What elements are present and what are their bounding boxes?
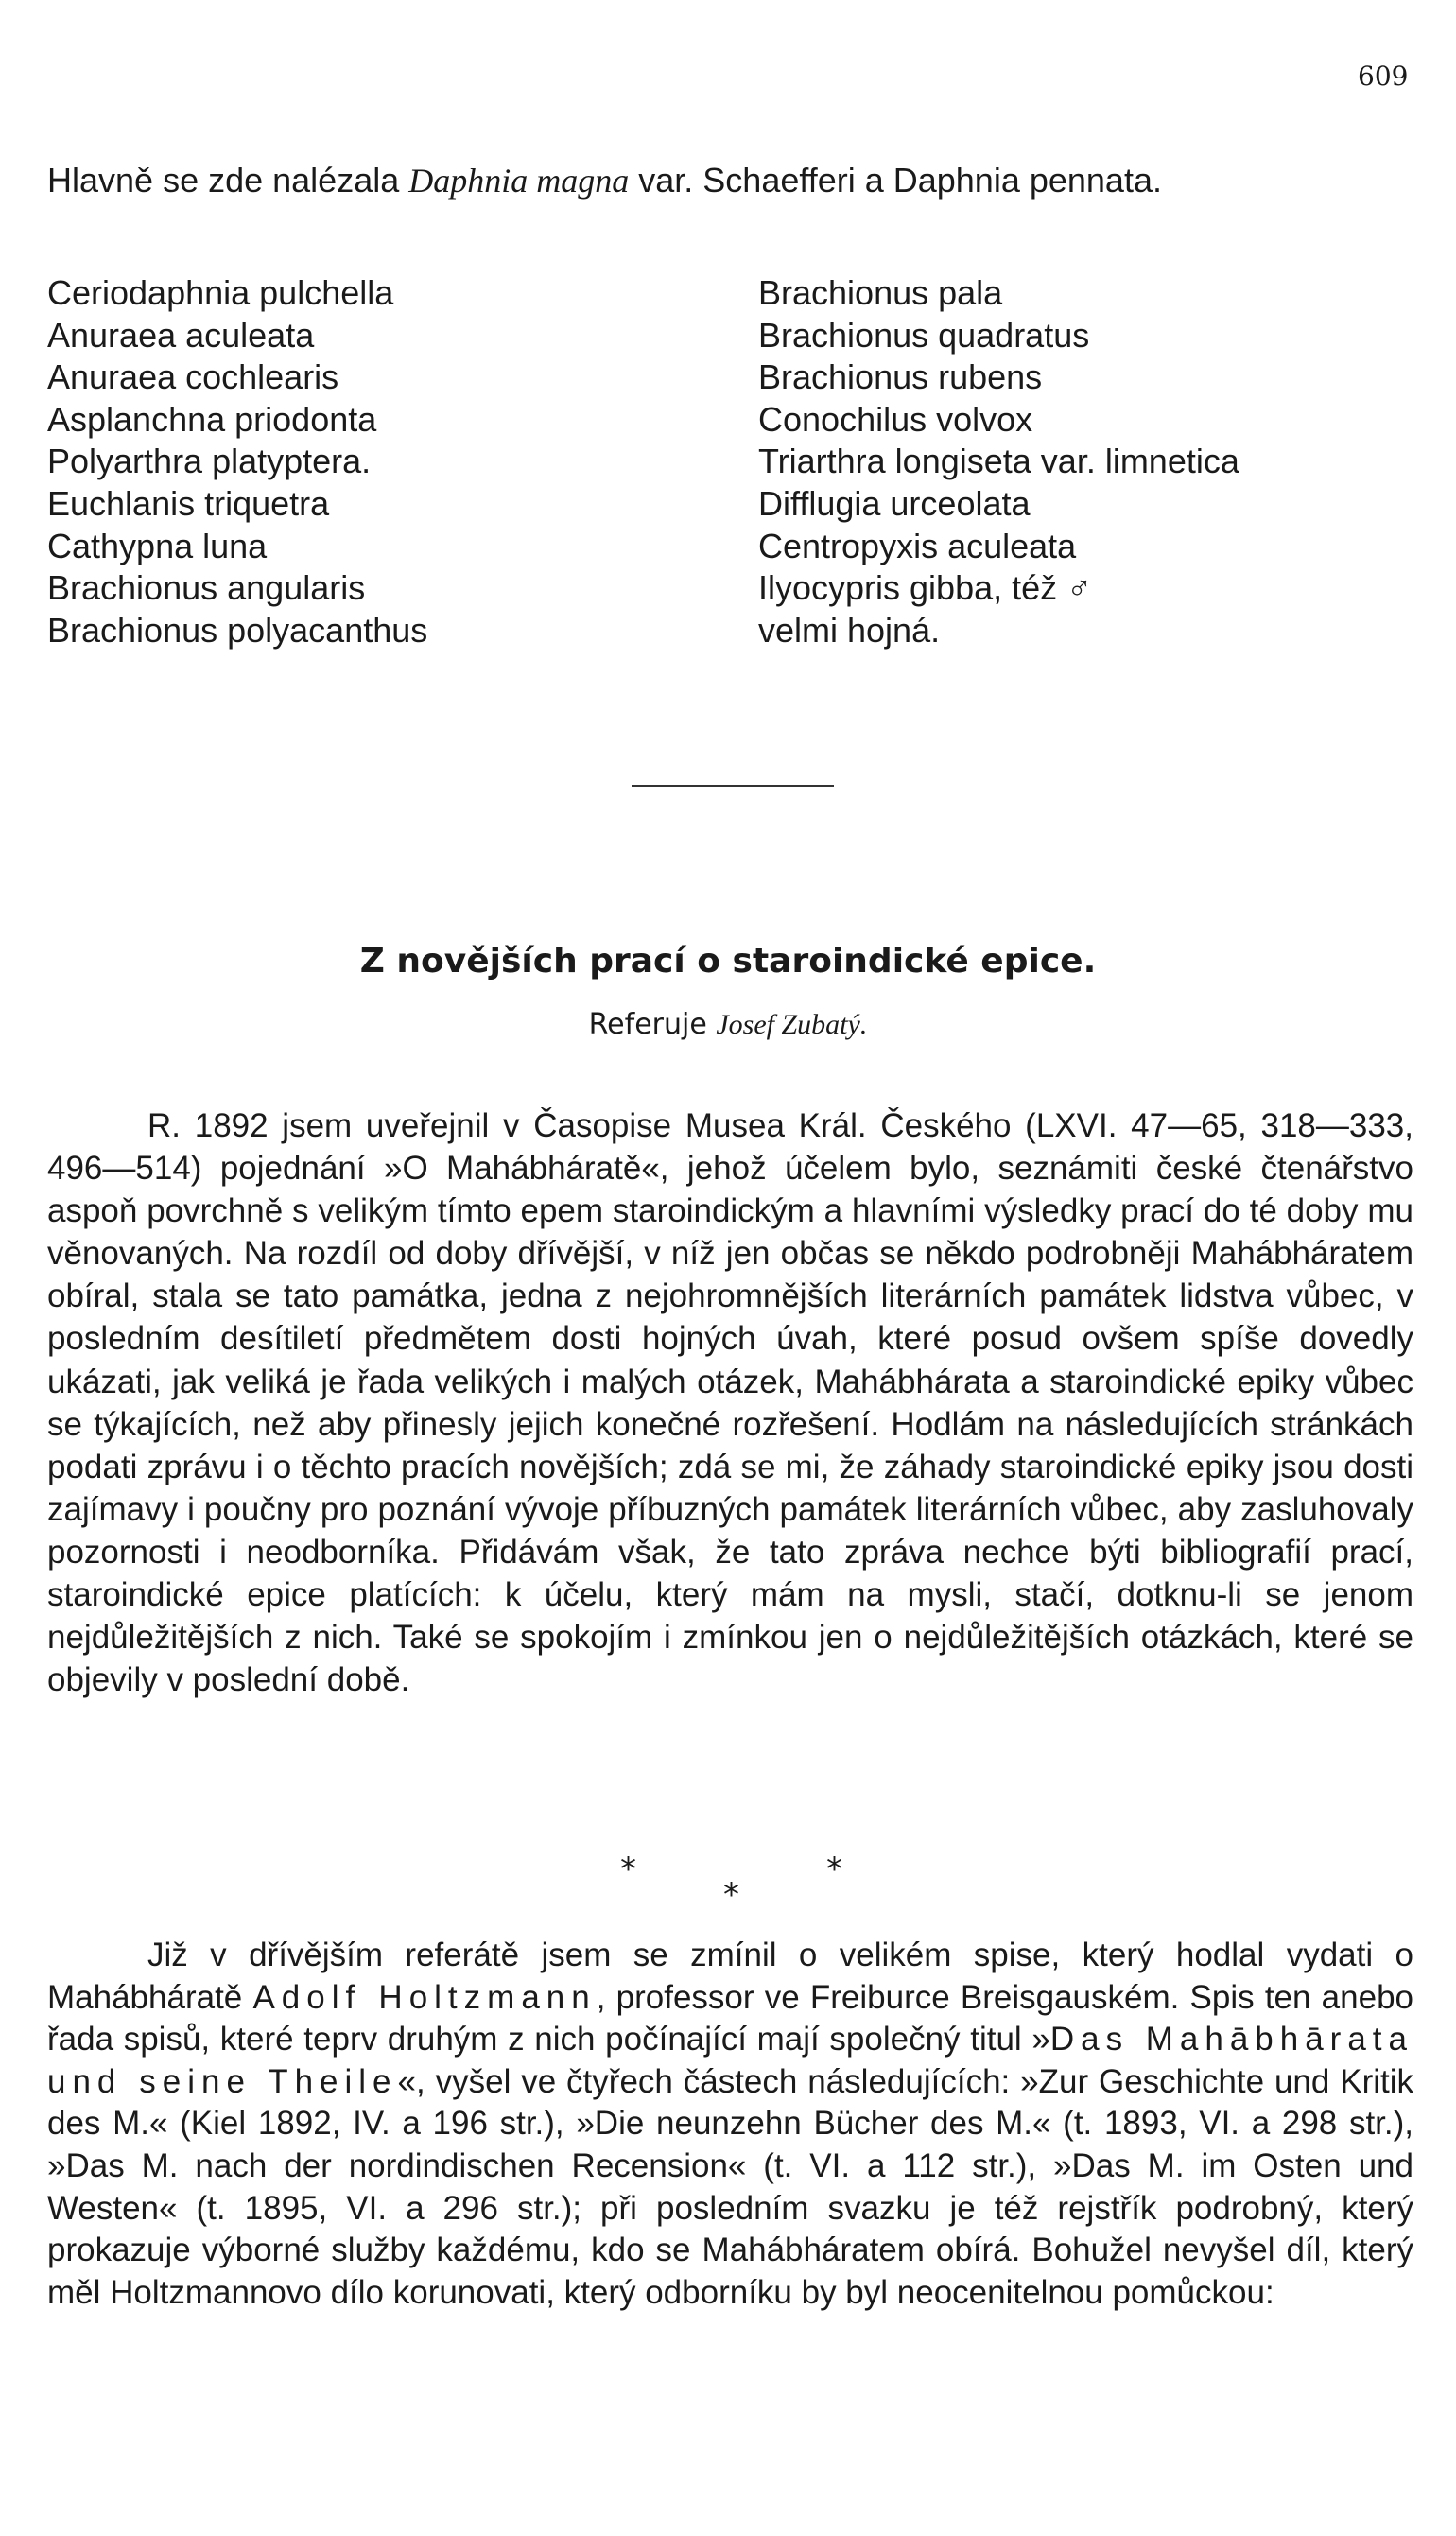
- list-item: Centropyxis aculeata: [758, 526, 1077, 565]
- author-name-spaced: Adolf Holtzmann: [252, 1978, 597, 2016]
- paragraph2-text-2: , professor ve Freiburce Breisgauském. Spis ten anebo řada spisů, které teprv druhým z nich počínající mají společný titul »: [47, 1978, 1414, 2058]
- paragraph2-text-1: Již v dřívějším referátě jsem se zmínil o velikém spise, který hodlal vydati o Mahábháratě: [47, 1937, 1413, 2016]
- list-item: Brachionus polyacanthus: [47, 610, 428, 650]
- intro-italic-species: Daphnia magna: [408, 162, 630, 200]
- list-item: Brachionus rubens: [758, 357, 1043, 397]
- list-item: Anuraea aculeata: [47, 315, 315, 355]
- intro-text-before: Hlavně se zde nalézala: [47, 161, 409, 200]
- list-item: Brachionus angularis: [47, 568, 366, 608]
- byline-author: Josef Zubatý.: [716, 1009, 868, 1040]
- intro-paragraph: [47, 159, 1413, 202]
- list-item: Ilyocypris gibba, též ♂: [758, 568, 1093, 608]
- body-paragraph-2: [47, 1935, 1413, 2314]
- paragraph2-text-3: «, vyšel ve čtyřech částech následujících: »Zur Geschichte und Kritik des M.« (Kiel 1892, IV. a 196 str.), »Die neunzehn Bücher des M.« (t. 1893, VI. a 298 str.), »Das M. nach der nordindischen Recension« (t. VI. a 112 str.), »Das M. im Osten und Westen« (t. 1895, VI. a 296 str.); při posledním svazku je též rejstřík podrobný, který prokazuje výborné služby každému, kdo se Mahábháratem obírá. Bohužel nevyšel díl, který měl Holtzmannovo dílo korunovati, který odborníku by byl neocenitelnou pomůckou:: [47, 2062, 1413, 2311]
- section-divider: [632, 785, 834, 787]
- list-item: Difflugia urceolata: [758, 483, 1031, 523]
- byline-label: Referuje: [588, 1008, 707, 1041]
- list-item: Cathypna luna: [47, 526, 268, 565]
- list-item: velmi hojná.: [758, 610, 941, 650]
- page-number: 609: [1358, 61, 1409, 92]
- asterisk-mark: *: [620, 1850, 636, 1888]
- list-item: Ceriodaphnia pulchella: [47, 273, 394, 312]
- asterisk-mark: *: [723, 1876, 739, 1914]
- list-item: Anuraea cochlearis: [47, 357, 339, 397]
- list-item: Conochilus volvox: [758, 399, 1033, 439]
- body-paragraph-1: R. 1892 jsem uveřejnil v Časopise Musea Král. Českého (LXVI. 47—65, 318—333, 496—514) pojednání »O Mahábháratě«, jehož účelem bylo, seznámiti české čtenářstvo aspoň povrchně s velikým tímto epem staroindickým a hlavními výsledky prací do té doby mu věnovaných. Na rozdíl od doby dřívější, v níž jen občas se někdo podrobněji Mahábháratem obíral, stala se tato památka, jedna z nejohromnějších literárních památek lidstva vůbec, v posledním desítiletí předmětem dosti hojných úvah, které posud ovšem spíše dovedly ukázati, jak veliká je řada velikých i malých otázek, Mahábhárata a staroindické epiky vůbec se týkajících, než aby přinesly jejich konečné rozřešení. Hodlám na následujících stránkách podati zprávu i o těchto pracích novějších; zdá se mi, že záhady staroindické epiky jsou dosti zajímavy i poučny pro poznání vývoje příbuzných památek literárních vůbec, aby zasluhovaly pozornosti i neodborníka. Přidávám však, že tato zpráva nechce býti bibliografií prací, staroindické epice platících: k účelu, který mám na mysli, stačí, dotknu-li se jenom nejdůležitějších z nich. Také se spokojím i zmínkou jen o nejdůležitějších otázkách, které se objevily v poslední době.: [47, 1107, 1413, 1699]
- species-list-right: [758, 272, 1239, 651]
- list-item: Brachionus quadratus: [758, 315, 1090, 355]
- asterisk-mark: *: [826, 1850, 842, 1888]
- list-item: Brachionus pala: [758, 273, 1003, 312]
- article-title: Z novějších prací o staroindické epice.: [359, 942, 1097, 981]
- list-item: Euchlanis triquetra: [47, 483, 330, 523]
- species-list-left: [47, 272, 427, 651]
- list-item: Polyarthra platyptera.: [47, 442, 372, 481]
- list-item: Asplanchna priodonta: [47, 399, 377, 439]
- article-byline: [0, 1008, 1456, 1041]
- book-title-spaced: Das Mahābhārata und seine Theile: [47, 2021, 1413, 2100]
- list-item: Triarthra longiseta var. limnetica: [758, 442, 1239, 481]
- intro-text-after: var. Schaefferi a Daphnia pennata.: [629, 161, 1162, 200]
